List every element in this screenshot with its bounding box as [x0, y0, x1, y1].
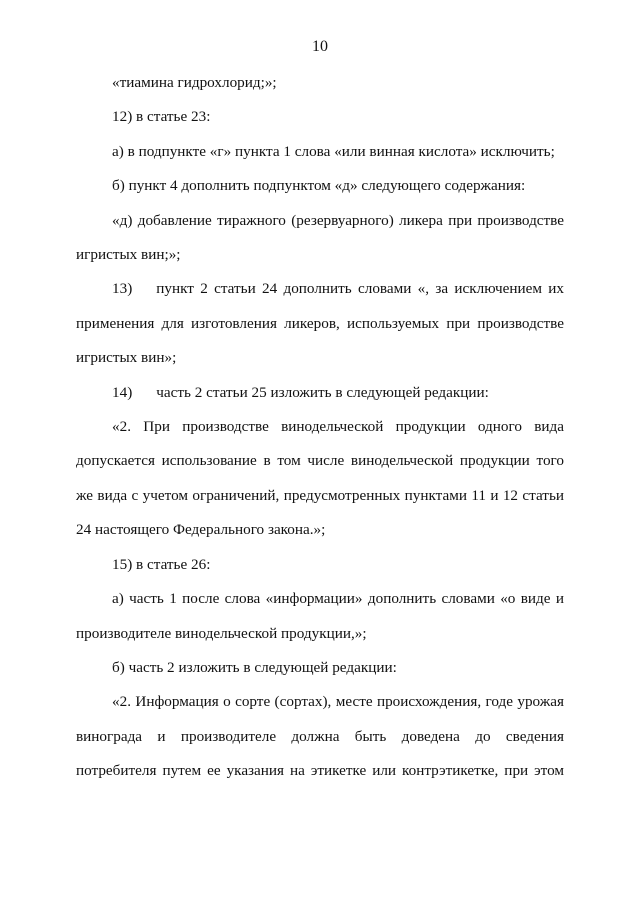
paragraph-item-15b: б) часть 2 изложить в следующей редакции: [112, 658, 397, 676]
paragraph-item-13 [76, 272, 564, 375]
paragraph-item-14-text: часть 2 статьи 25 изложить в следующей редакции: [156, 383, 489, 401]
document-body [76, 66, 564, 789]
paragraph-thiamine-end: «тиамина гидрохлорид;»; [112, 74, 277, 91]
paragraph-quote-2-information: «2. Информация о сорте (сортах), месте происхождения, годе урожая винограда и производителе должна быть доведена до сведения потребителя путем ее указания на этикетке или контрэтикетке, при этом [76, 693, 564, 780]
paragraph-quote-2-production: «2. При производстве винодельческой продукции одного вида допускается использование в том числе винодельческой продукции того же вида с учетом ограничений, предусмотренных пунктами 11 и 12 статьи 24 настоящего Федерального закона.»; [76, 418, 564, 539]
paragraph-item-15a: а) часть 1 после слова «информации» дополнить словами «о виде и производителе винодельческой продукции,»; [76, 590, 564, 642]
paragraph-item-14 [76, 376, 564, 410]
paragraph-item-15: 15) в статье 26: [112, 555, 211, 573]
paragraph-quote-d: «д) добавление тиражного (резервуарного) ликера при производстве игристых вин;»; [76, 211, 564, 264]
paragraph-item-12a: а) в подпункте «г» пункта 1 слова «или винная кислота» исключить; [112, 142, 555, 160]
page-number: 10 [312, 38, 328, 55]
list-number-14: 14) [112, 383, 133, 401]
paragraph-item-12: 12) в статье 23: [112, 108, 211, 126]
paragraph-item-12b: б) пункт 4 дополнить подпунктом «д» следующего содержания: [112, 177, 526, 195]
list-number-13: 13) [112, 280, 133, 298]
paragraph-item-13-text: пункт 2 статьи 24 дополнить словами «, за исключением их применения для изготовления ликеров, используемых при производстве игристых вин»; [76, 280, 564, 367]
